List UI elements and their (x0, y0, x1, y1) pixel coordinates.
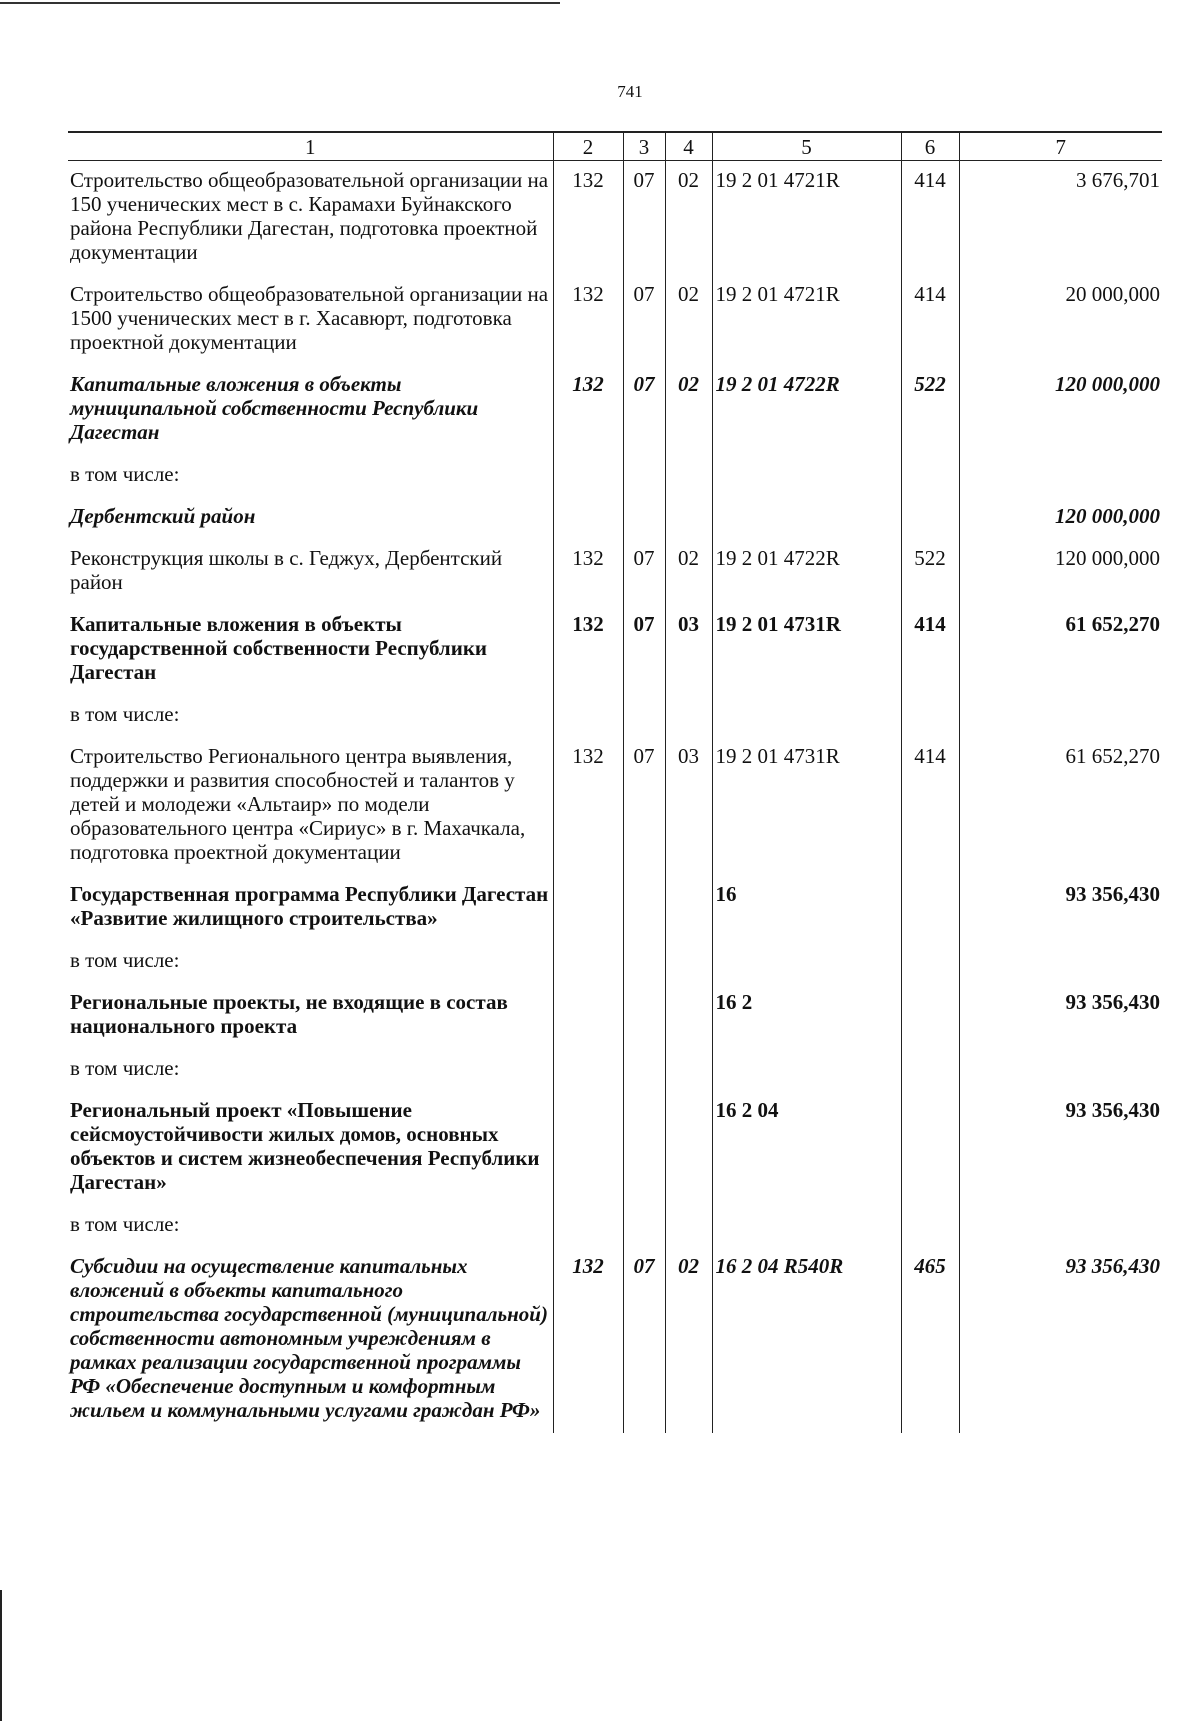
row-section-cell (623, 455, 665, 497)
row-amount-cell: 120 000,000 (959, 539, 1162, 605)
row-subsection-cell: 02 (665, 1247, 712, 1433)
row-amount-cell (959, 941, 1162, 983)
row-subsection-cell (665, 983, 712, 1049)
row-target-code-cell (712, 455, 901, 497)
row-name-cell: Капитальные вложения в объекты государственной собственности Республики Дагестан (70, 612, 488, 684)
row-target-code-cell: 19 2 01 4721R (712, 161, 901, 276)
row-name-cell: Строительство общеобразовательной организации на 1500 ученических мест в г. Хасавюрт, подготовка проектной документации (70, 282, 549, 354)
table-row (68, 1049, 1162, 1091)
row-target-code-cell: 19 2 01 4722R (712, 539, 901, 605)
row-expense-type-cell (901, 497, 959, 539)
table-row (68, 983, 1162, 1049)
table-row (68, 695, 1162, 737)
table-row (68, 161, 1162, 276)
row-expense-type-cell (901, 1091, 959, 1205)
row-subsection-cell (665, 497, 712, 539)
row-name-cell: Региональный проект «Повышение сейсмоустойчивости жилых домов, основных объектов и систем жизнеобеспечения Республики Дагестан» (70, 1098, 540, 1194)
row-admin-code-cell (553, 875, 623, 941)
row-target-code-cell (712, 1049, 901, 1091)
row-subsection-cell (665, 1091, 712, 1205)
row-section-cell (623, 941, 665, 983)
row-expense-type-cell (901, 1205, 959, 1247)
table-row (68, 941, 1162, 983)
column-header: 7 (959, 132, 1162, 161)
row-subsection-cell (665, 875, 712, 941)
column-header: 1 (68, 132, 553, 161)
row-amount-cell: 93 356,430 (959, 875, 1162, 941)
table-row (68, 737, 1162, 875)
row-amount-cell: 93 356,430 (959, 983, 1162, 1049)
row-name-cell: в том числе: (70, 702, 180, 726)
row-name-cell: в том числе: (70, 462, 180, 486)
row-section-cell: 07 (623, 1247, 665, 1433)
row-subsection-cell (665, 941, 712, 983)
row-section-cell: 07 (623, 737, 665, 875)
row-name-cell: Капитальные вложения в объекты муниципальной собственности Республики Дагестан (70, 372, 479, 444)
row-admin-code-cell: 132 (553, 737, 623, 875)
row-name-cell: в том числе: (70, 1056, 180, 1080)
row-subsection-cell (665, 695, 712, 737)
row-expense-type-cell (901, 875, 959, 941)
row-name-cell: Государственная программа Республики Дагестан «Развитие жилищного строительства» (70, 882, 549, 930)
row-admin-code-cell: 132 (553, 365, 623, 455)
row-admin-code-cell: 132 (553, 539, 623, 605)
row-target-code-cell: 16 2 (712, 983, 901, 1049)
row-expense-type-cell: 465 (901, 1247, 959, 1433)
row-amount-cell (959, 455, 1162, 497)
row-section-cell: 07 (623, 275, 665, 365)
row-amount-cell (959, 695, 1162, 737)
column-header: 2 (553, 132, 623, 161)
row-subsection-cell (665, 1049, 712, 1091)
row-amount-cell: 20 000,000 (959, 275, 1162, 365)
row-expense-type-cell: 414 (901, 605, 959, 695)
row-expense-type-cell (901, 1049, 959, 1091)
row-section-cell: 07 (623, 161, 665, 276)
table-row (68, 1205, 1162, 1247)
row-section-cell (623, 875, 665, 941)
row-target-code-cell: 19 2 01 4722R (712, 365, 901, 455)
row-name-cell: в том числе: (70, 948, 180, 972)
row-expense-type-cell: 522 (901, 539, 959, 605)
row-section-cell (623, 983, 665, 1049)
row-amount-cell: 93 356,430 (959, 1091, 1162, 1205)
row-admin-code-cell (553, 455, 623, 497)
row-name-cell: Региональные проекты, не входящие в состав национального проекта (70, 990, 508, 1038)
row-amount-cell: 61 652,270 (959, 605, 1162, 695)
row-expense-type-cell (901, 455, 959, 497)
scan-border-top (0, 2, 560, 4)
row-expense-type-cell (901, 941, 959, 983)
row-amount-cell (959, 1049, 1162, 1091)
scan-border-left (0, 1590, 2, 1721)
row-target-code-cell (712, 695, 901, 737)
row-section-cell: 07 (623, 539, 665, 605)
table-row (68, 497, 1162, 539)
row-expense-type-cell: 414 (901, 737, 959, 875)
table-header-row (68, 132, 1162, 161)
row-target-code-cell (712, 941, 901, 983)
row-admin-code-cell (553, 1205, 623, 1247)
table-row (68, 1247, 1162, 1433)
row-amount-cell: 93 356,430 (959, 1247, 1162, 1433)
row-admin-code-cell: 132 (553, 275, 623, 365)
row-amount-cell: 3 676,701 (959, 161, 1162, 276)
row-subsection-cell: 02 (665, 275, 712, 365)
row-subsection-cell: 02 (665, 161, 712, 276)
row-admin-code-cell (553, 1049, 623, 1091)
row-amount-cell: 120 000,000 (959, 365, 1162, 455)
row-expense-type-cell: 522 (901, 365, 959, 455)
row-name-cell: в том числе: (70, 1212, 180, 1236)
row-section-cell (623, 497, 665, 539)
row-subsection-cell: 03 (665, 605, 712, 695)
row-name-cell: Строительство общеобразовательной организации на 150 ученических мест в с. Карамахи Буйнакского района Республики Дагестан, подготовка проектной документации (70, 168, 549, 264)
row-amount-cell (959, 1205, 1162, 1247)
row-admin-code-cell (553, 695, 623, 737)
row-name-cell: Реконструкция школы в с. Геджух, Дербентский район (70, 546, 503, 594)
table-row (68, 605, 1162, 695)
row-admin-code-cell: 132 (553, 605, 623, 695)
row-target-code-cell: 16 2 04 (712, 1091, 901, 1205)
row-section-cell (623, 1091, 665, 1205)
row-amount-cell: 61 652,270 (959, 737, 1162, 875)
row-target-code-cell: 19 2 01 4731R (712, 737, 901, 875)
row-target-code-cell (712, 497, 901, 539)
row-admin-code-cell: 132 (553, 1247, 623, 1433)
table-row (68, 875, 1162, 941)
column-header: 4 (665, 132, 712, 161)
row-section-cell (623, 1049, 665, 1091)
page-number: 741 (617, 82, 643, 101)
row-target-code-cell: 19 2 01 4731R (712, 605, 901, 695)
row-target-code-cell (712, 1205, 901, 1247)
row-section-cell (623, 1205, 665, 1247)
table-row (68, 1091, 1162, 1205)
row-expense-type-cell (901, 983, 959, 1049)
row-name-cell: Субсидии на осуществление капитальных вложений в объекты капитального строительства государственной (муниципальной) собственности автономным учреждениям в рамках реализации государственной программы РФ «Обеспечение доступным и комфортным жильем и коммунальными услугами граждан РФ» (70, 1254, 548, 1422)
table-row (68, 455, 1162, 497)
row-subsection-cell: 02 (665, 539, 712, 605)
row-subsection-cell: 02 (665, 365, 712, 455)
column-header: 6 (901, 132, 959, 161)
row-admin-code-cell (553, 941, 623, 983)
row-subsection-cell: 03 (665, 737, 712, 875)
row-expense-type-cell: 414 (901, 275, 959, 365)
row-target-code-cell: 19 2 01 4721R (712, 275, 901, 365)
row-expense-type-cell (901, 695, 959, 737)
table-row (68, 539, 1162, 605)
row-admin-code-cell (553, 497, 623, 539)
budget-table (68, 131, 1162, 1433)
row-subsection-cell (665, 455, 712, 497)
row-name-cell: Дербентский район (70, 504, 256, 528)
row-target-code-cell: 16 (712, 875, 901, 941)
row-section-cell: 07 (623, 365, 665, 455)
row-target-code-cell: 16 2 04 R540R (712, 1247, 901, 1433)
row-admin-code-cell (553, 983, 623, 1049)
table-row (68, 275, 1162, 365)
column-header: 5 (712, 132, 901, 161)
row-subsection-cell (665, 1205, 712, 1247)
table-row (68, 365, 1162, 455)
row-admin-code-cell: 132 (553, 161, 623, 276)
row-name-cell: Строительство Регионального центра выявления, поддержки и развития способностей и талантов у детей и молодежи «Альтаир» по модели образовательного центра «Сириус» в г. Махачкала, подготовка проектной документации (70, 744, 526, 864)
row-amount-cell: 120 000,000 (959, 497, 1162, 539)
row-section-cell (623, 695, 665, 737)
row-admin-code-cell (553, 1091, 623, 1205)
row-expense-type-cell: 414 (901, 161, 959, 276)
row-section-cell: 07 (623, 605, 665, 695)
table-body (68, 161, 1162, 1434)
column-header: 3 (623, 132, 665, 161)
